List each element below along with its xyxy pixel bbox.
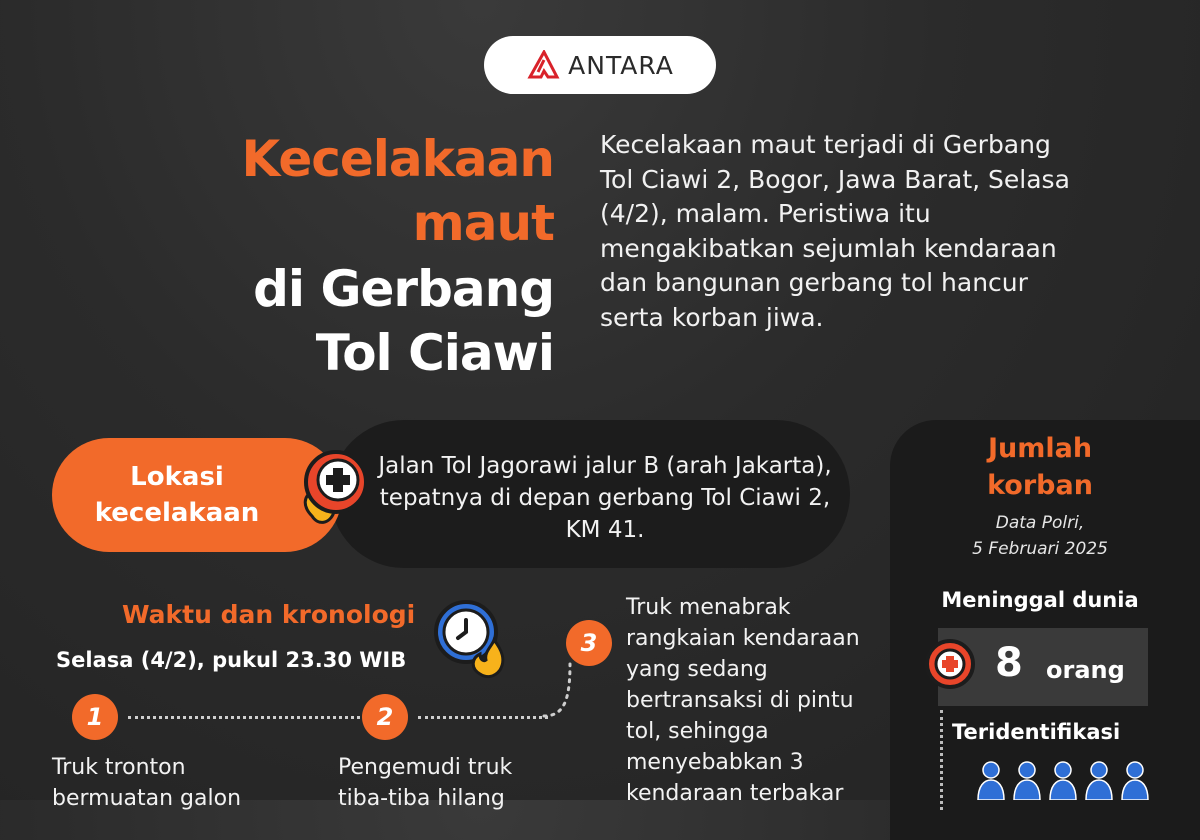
step-3-text: Truk menabrak rangkaian kendaraan yang sedang bertransaksi di pintu tol, sehingga menyebabkan 3 kendaraan terbakar (626, 595, 860, 806)
victim-source-line-1: Data Polri, (995, 513, 1085, 533)
location-label-line-1: Lokasi (130, 462, 224, 492)
title-line-3: di Gerbang (253, 260, 554, 318)
step-2-text: Pengemudi truk tiba-tiba hilang (338, 755, 513, 811)
step-1-text: Truk tronton bermuatan galon (52, 755, 242, 811)
antara-logo-icon (526, 50, 560, 80)
step-1-badge: 1 (72, 694, 118, 740)
identified-label: Teridentifikasi (952, 720, 1121, 744)
deceased-unit: orang (1046, 656, 1125, 684)
person-icon (1084, 760, 1114, 800)
medical-cross-icon (924, 636, 976, 692)
kronologi-time: Selasa (4/2), pukul 23.30 WIB (56, 648, 407, 672)
step-2-badge: 2 (362, 694, 408, 740)
timeline-connector-curve (540, 660, 580, 720)
identified-people-row (976, 760, 1150, 800)
victim-source (930, 510, 1150, 562)
victim-connector-line (940, 710, 943, 810)
antara-logo (484, 36, 716, 94)
antara-logo-text: ANTARA (568, 50, 674, 80)
title-line-2: maut (412, 194, 554, 252)
step-3-badge: 3 (566, 620, 612, 666)
location-pin-fire-icon (298, 446, 368, 546)
kronologi-heading: Waktu dan kronologi (122, 600, 416, 629)
timeline-connector-1-2 (128, 716, 360, 719)
location-label-line-2: kecelakaan (94, 498, 260, 528)
victim-heading (960, 430, 1120, 504)
deceased-count: 8 (995, 640, 1023, 686)
location-label (95, 459, 300, 531)
person-icon (1048, 760, 1078, 800)
title-line-1: Kecelakaan (241, 130, 554, 188)
victim-heading-line-2: korban (987, 470, 1093, 501)
timeline-connector-2-3 (418, 716, 548, 719)
person-icon (1120, 760, 1150, 800)
intro-paragraph: Kecelakaan maut terjadi di Gerbang Tol Ciawi 2, Bogor, Jawa Barat, Selasa (4/2), malam. Peristiwa itu mengakibatkan sejumlah kendaraan dan bangunan gerbang tol hancur serta korban jiwa. (600, 130, 1070, 332)
title-line-4: Tol Ciawi (315, 324, 554, 382)
person-icon (976, 760, 1006, 800)
clock-fire-icon (432, 598, 508, 680)
location-description: Jalan Tol Jagorawi jalur B (arah Jakarta), tepatnya di depan gerbang Tol Ciawi 2, KM 41. (378, 453, 832, 543)
victim-source-line-2: 5 Februari 2025 (972, 539, 1108, 559)
person-icon (1012, 760, 1042, 800)
deceased-label: Meninggal dunia (941, 588, 1139, 612)
victim-heading-line-1: Jumlah (987, 433, 1093, 464)
